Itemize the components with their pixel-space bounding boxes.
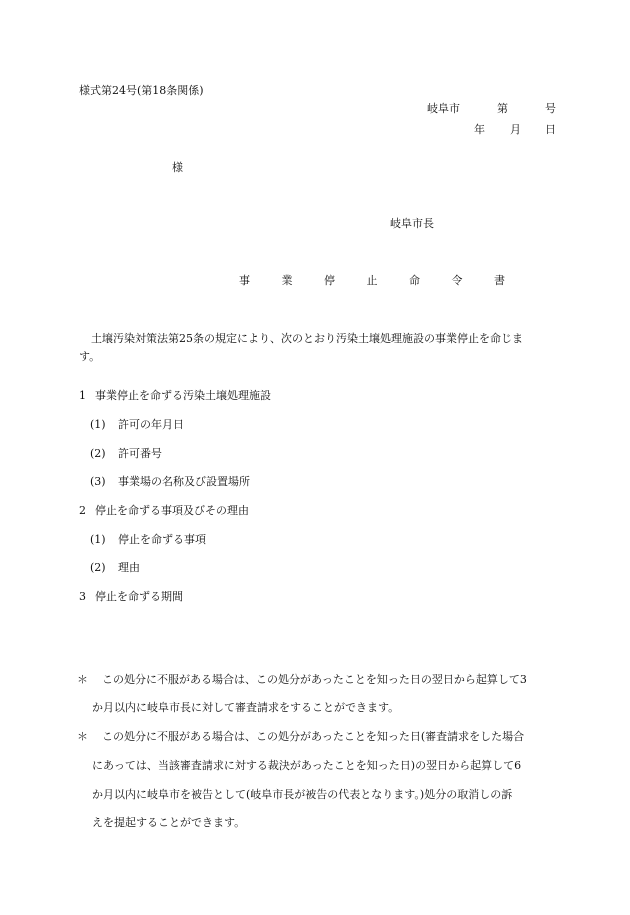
addressee-sama: 様 <box>172 161 183 174</box>
doc-no-city: 岐阜市 <box>427 102 460 115</box>
item-1-num: 1 <box>79 389 86 402</box>
note2-line1: この処分に不服がある場合は、この処分があったことを知った日(審査請求をした場合 <box>102 730 525 743</box>
date-day: 日 <box>545 123 556 136</box>
body-paragraph-line1: 土壌汚染対策法第25条の規定により、次のとおり汚染土壌処理施設の事業停止を命じま <box>91 332 523 345</box>
issuer-name: 岐阜市長 <box>390 217 434 230</box>
doc-no-go: 号 <box>545 102 556 115</box>
item-1-3-label: 事業場の名称及び設置場所 <box>118 475 250 488</box>
item-1-2-num: (2) <box>90 447 106 460</box>
item-1-label: 事業停止を命ずる汚染土壌処理施設 <box>95 389 271 402</box>
item-2-num: 2 <box>79 504 86 517</box>
item-1-3-num: (3) <box>90 475 106 488</box>
item-2-1-label: 停止を命ずる事項 <box>118 533 206 546</box>
note2-mark: ＊ <box>77 730 88 743</box>
form-number: 様式第24号(第18条関係) <box>79 84 204 97</box>
item-1-2-label: 許可番号 <box>118 447 162 460</box>
doc-no-dai: 第 <box>497 102 508 115</box>
date-year: 年 <box>474 123 485 136</box>
date-month: 月 <box>510 123 521 136</box>
note1-line1: この処分に不服がある場合は、この処分があったことを知った日の翌日から起算して3 <box>102 673 527 686</box>
item-2-2-label: 理由 <box>118 561 140 574</box>
item-2-label: 停止を命ずる事項及びその理由 <box>95 504 249 517</box>
page-title: 事 業 停 止 命 令 書 <box>239 274 519 287</box>
note2-line4: えを提起することができます。 <box>92 816 246 829</box>
item-1-1-num: (1) <box>90 418 106 431</box>
item-1-1-label: 許可の年月日 <box>118 418 184 431</box>
note2-line2: にあっては、当該審査請求に対する裁決があったことを知った日)の翌日から起算して6 <box>92 759 522 772</box>
item-3-label: 停止を命ずる期間 <box>95 590 183 603</box>
note1-mark: ＊ <box>77 673 88 686</box>
note1-line2: か月以内に岐阜市長に対して審査請求をすることができます。 <box>92 701 400 714</box>
item-2-2-num: (2) <box>90 561 106 574</box>
item-2-1-num: (1) <box>90 533 106 546</box>
item-3-num: 3 <box>79 590 86 603</box>
note2-line3: か月以内に岐阜市を被告として(岐阜市長が被告の代表となります。)処分の取消しの訴 <box>92 788 513 801</box>
body-paragraph-line2: す。 <box>79 350 101 363</box>
